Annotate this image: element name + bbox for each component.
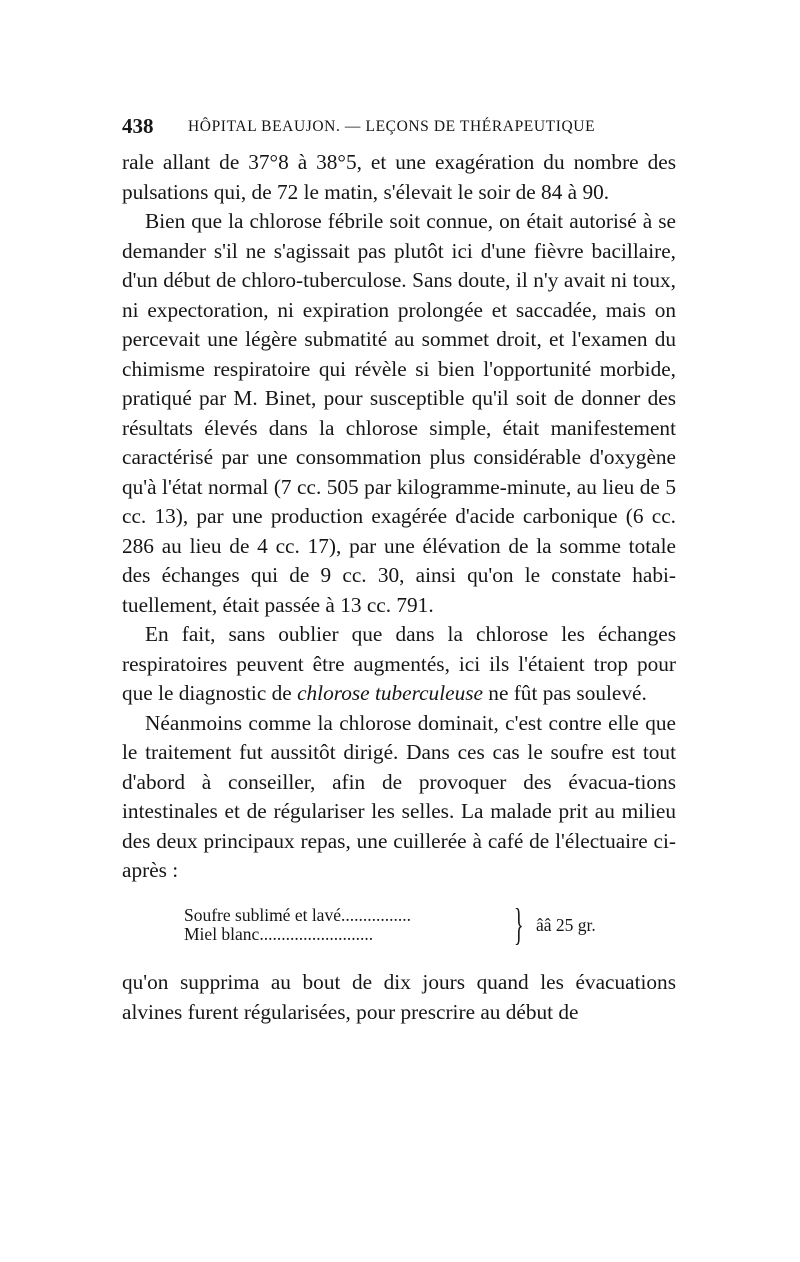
formula-brace: } — [514, 900, 524, 949]
paragraph-3-italic-term: chlorose tuberculeuse — [297, 681, 483, 705]
paragraph-5: qu'on supprima au bout de dix jours quand les évacuations alvines furent régularisées, pour prescrire au début de — [122, 970, 676, 1024]
paragraph-3 — [122, 620, 676, 709]
formula-dose: ââ 25 gr. — [536, 915, 596, 935]
paragraph-2: Bien que la chlorose fébrile soit connue, on était autorisé à se demander s'il ne s'agissait pas plutôt ici d'une fièvre bacillaire, d'un début de chloro-tuberculose. Sans doute, il n'y avait ni toux, ni expectoration, ni expiration prolongée et saccadée, mais on percevait une légère submatité au sommet droit, et l'examen du chimisme respiratoire qui révèle si bien l'opportunité morbide, pratiqué par M. Binet, pour susceptible qu'il soit de donner des résultats élevés dans la chlorose simple, était manifestement caractérisé par une consommation plus considérable d'oxygène qu'à l'état normal (7 cc. 505 par kilogramme-minute, au lieu de 5 cc. 13), par une production exagérée d'acide carbonique (6 cc. 286 au lieu de 4 cc. 17), par une élévation de la somme totale des échanges qui de 9 cc. 30, ainsi qu'on le constate habi-tuellement, était passée à 13 cc. 791. — [122, 209, 676, 617]
paragraph-3-text-a: En fait, sans oublier que dans la chlorose les échanges respiratoires peuvent être augmentés, ici ils l'étaient trop pour que le diagnostic de — [122, 622, 676, 705]
running-title: HÔPITAL BEAUJON. — LEÇONS DE THÉRAPEUTIQUE — [188, 118, 596, 135]
running-head — [122, 114, 682, 142]
paragraph-1: rale allant de 37°8 à 38°5, et une exagération du nombre des pulsations qui, de 72 le matin, s'élevait le soir de 84 à 90. — [122, 150, 676, 204]
paragraph-3-text-b: ne fût pas soulevé. — [482, 681, 647, 705]
paragraph-4: Néanmoins comme la chlorose dominait, c'est contre elle que le traitement fut aussitôt dirigé. Dans ces cas le soufre est tout d'abord à conseiller, afin de provoquer des évacua-tions intestinales et de régulariser les selles. La malade prit au milieu des deux principaux repas, une cuillerée à café de l'électuaire ci-après : — [122, 710, 676, 882]
closing-text — [122, 968, 676, 1027]
formula-ingredient-honey: Miel blanc.......................... — [184, 924, 374, 944]
formula-ingredient-sulfur: Soufre sublimé et lavé................ — [184, 905, 411, 925]
prescription-formula — [184, 900, 644, 950]
body-text — [122, 148, 676, 886]
page-number: 438 — [122, 114, 154, 138]
